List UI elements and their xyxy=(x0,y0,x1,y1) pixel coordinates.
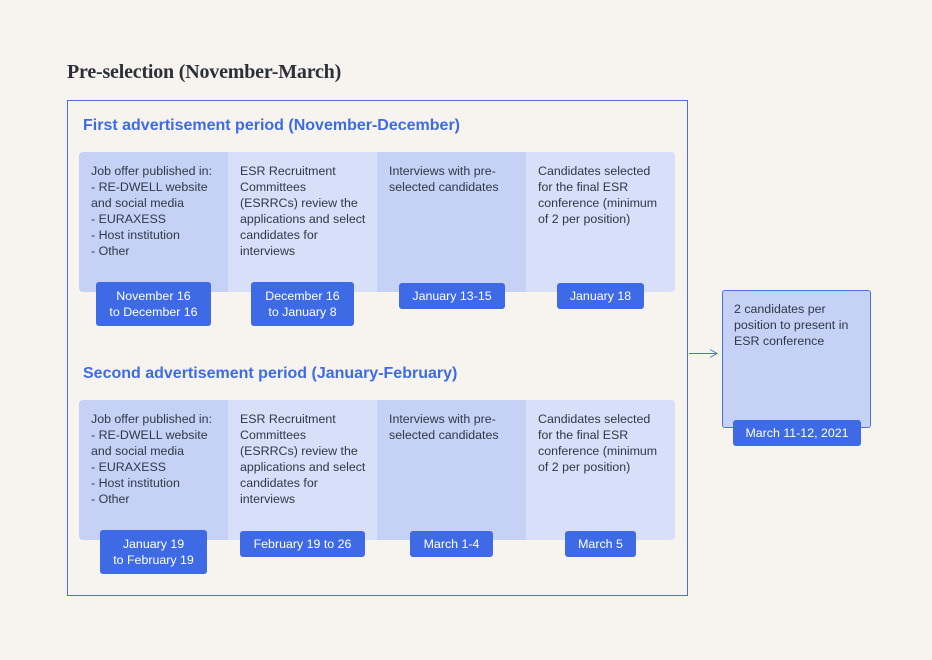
step-committee-review xyxy=(228,152,377,292)
arrow-right-icon xyxy=(709,349,718,358)
second-period-title: Second advertisement period (January-February) xyxy=(83,365,458,382)
final-date-badge: March 11-12, 2021 xyxy=(733,420,861,446)
final-step-text: 2 candidates per position to present in ESR conference xyxy=(734,302,849,348)
step-text: Interviews with pre-selected candidates xyxy=(389,164,499,194)
step-committee-review xyxy=(228,400,377,540)
date-badge: December 16 to January 8 xyxy=(251,282,354,326)
step-job-offer xyxy=(79,152,228,292)
first-period-steps xyxy=(79,152,675,292)
step-text: Candidates selected for the final ESR conference (minimum of 2 per position) xyxy=(538,412,658,474)
step-candidates-selected xyxy=(526,400,675,540)
step-interviews xyxy=(377,152,526,292)
date-badge: February 19 to 26 xyxy=(240,531,365,557)
final-step-card xyxy=(722,290,871,428)
step-text: Candidates selected for the final ESR conference (minimum of 2 per position) xyxy=(538,164,658,226)
date-badge: January 13-15 xyxy=(399,283,505,309)
date-badge: January 18 xyxy=(557,283,644,309)
second-period-steps xyxy=(79,400,675,540)
step-text: ESR Recruitment Committees (ESRRCs) review the applications and select candidates for interviews xyxy=(240,164,366,258)
step-text: Job offer published in: - RE-DWELL website and social media - EURAXESS - Host institution - Other xyxy=(91,412,213,506)
page-title: Pre-selection (November-March) xyxy=(67,61,342,83)
date-badge: January 19 to February 19 xyxy=(100,530,207,574)
date-badge: March 5 xyxy=(565,531,636,557)
step-text: Job offer published in: - RE-DWELL website and social media - EURAXESS - Host institution - Other xyxy=(91,164,213,258)
step-job-offer xyxy=(79,400,228,540)
date-badge: March 1-4 xyxy=(410,531,493,557)
first-period-title: First advertisement period (November-December) xyxy=(83,117,460,134)
step-text: Interviews with pre-selected candidates xyxy=(389,412,499,442)
step-candidates-selected xyxy=(526,152,675,292)
date-badge: November 16 to December 16 xyxy=(96,282,211,326)
step-interviews xyxy=(377,400,526,540)
step-text: ESR Recruitment Committees (ESRRCs) review the applications and select candidates for interviews xyxy=(240,412,366,506)
